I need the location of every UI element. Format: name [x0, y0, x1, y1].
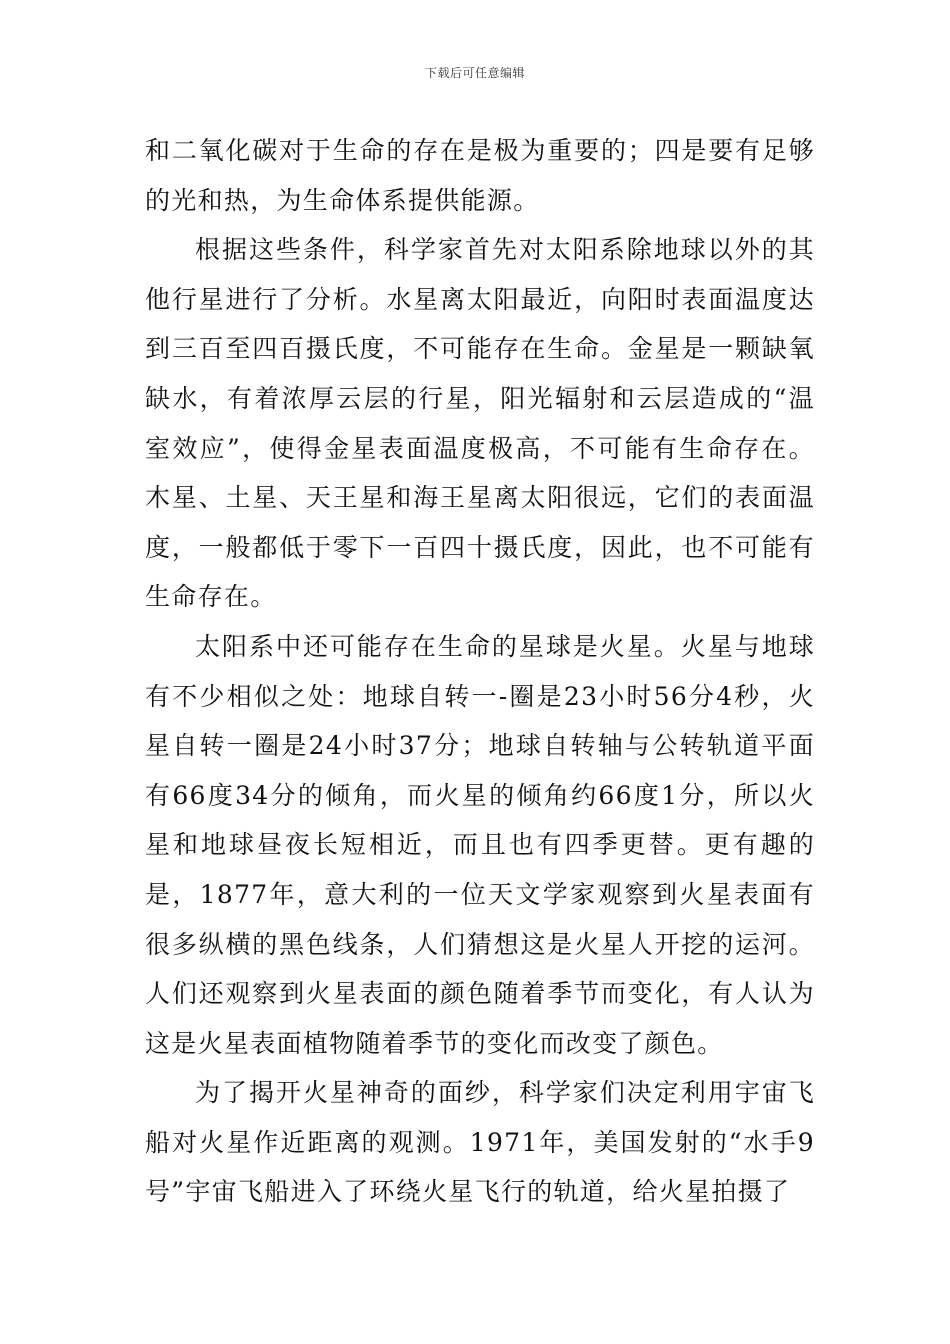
paragraph-4: 为了揭开火星神奇的面纱，科学家们决定利用宇宙飞船对火星作近距离的观测。1971年，美国发射的“水手9号”宇宙飞船进入了环绕火星飞行的轨道，给火星拍摄了 — [145, 1078, 815, 1207]
paragraph-1: 和二氧化碳对于生命的存在是极为重要的；四是要有足够的光和热，为生命体系提供能源。 — [145, 136, 815, 215]
body-text — [145, 126, 815, 1217]
paragraph-2: 根据这些条件，科学家首先对太阳系除地球以外的其他行星进行了分析。水星离太阳最近，向阳时表面温度达到三百至四百摄氏度，不可能存在生命。金星是一颗缺氧缺水，有着浓厚云层的行星，阳光辐射和云层造成的“温室效应”，使得金星表面温度极高，不可能有生命存在。木星、土星、天王星和海王星离太阳很远，它们的表面温度，一般都低于零下一百四十摄氏度，因此，也不可能有生命存在。 — [145, 235, 815, 612]
page-header: 下载后可任意编辑 — [424, 66, 525, 80]
paragraph-3: 太阳系中还可能存在生命的星球是火星。火星与地球有不少相似之处：地球自转一-圈是23小时56分4秒，火星自转一圈是24小时37分；地球自转轴与公转轨道平面有66度34分的倾角，而火星的倾角约66度1分，所以火星和地球昼夜长短相近，而且也有四季更替。更有趣的是，1877年，意大利的一位天文学家观察到火星表面有很多纵横的黑色线条，人们猜想这是火星人开挖的运河。人们还观察到火星表面的颜色随着季节而变化，有人认为这是火星表面植物随着季节的变化而改变了颜色。 — [145, 631, 815, 1058]
